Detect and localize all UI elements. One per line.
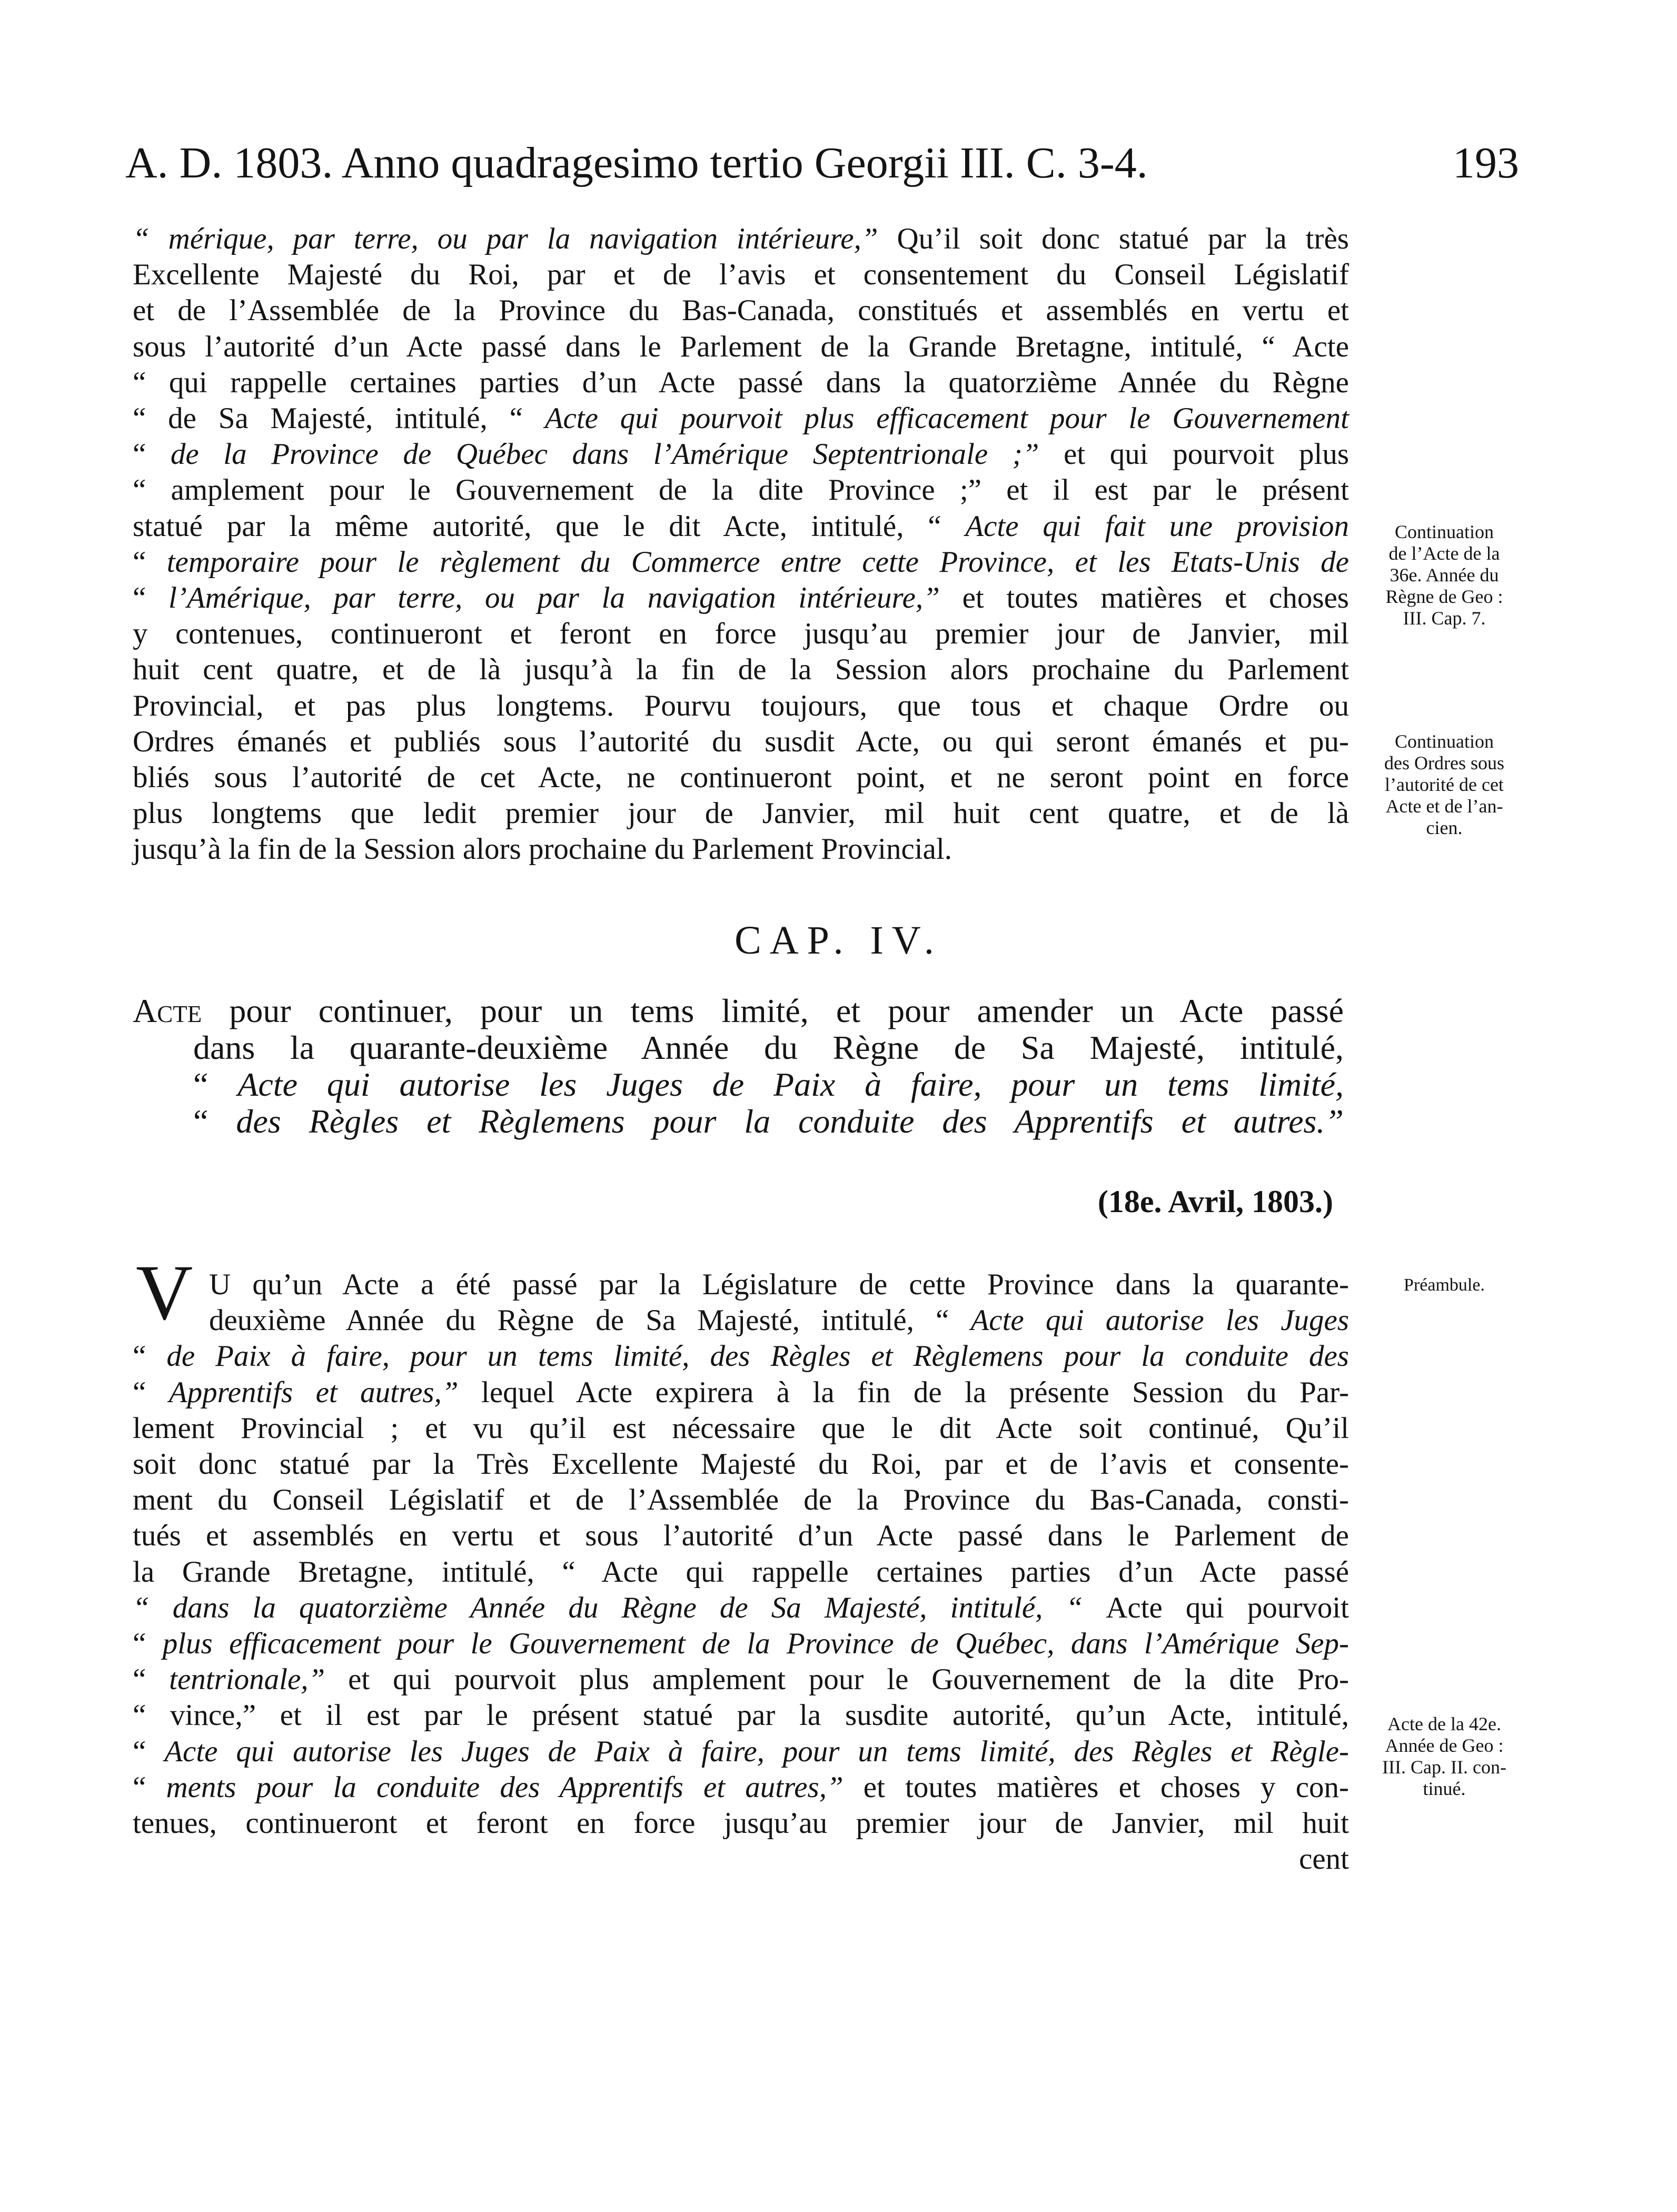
text-line <box>133 257 1349 293</box>
text-line <box>133 580 1349 616</box>
line-text: huit cent quatre, et de là jusqu’à la fin de la Session alors prochaine du Parlement <box>133 653 1349 687</box>
italic-text: Acte qui fait une provision <box>965 509 1349 543</box>
italic-text: l’Amérique, par terre, ou par la navigation intérieure,” <box>168 581 940 615</box>
line-text: Ordres émanés et publiés sous l’autorité du susdit Acte, ou qui seront émanés et pu- <box>133 725 1349 758</box>
line-text: lement Provincial ; et vu qu’il est nécessaire que le dit Acte soit continué, Qu’il <box>133 1411 1349 1445</box>
text-line <box>133 652 1349 688</box>
margin-note <box>1357 521 1531 629</box>
text-line <box>133 472 1349 508</box>
text-line <box>133 365 1349 401</box>
margin-note-line: Continuation <box>1395 731 1494 752</box>
line-text: sous l’autorité d’un Acte passé dans le Parlement de la Grande Bretagne, intitulé, “ Acte <box>133 330 1349 363</box>
margin-note-line: Préambule. <box>1404 1275 1485 1295</box>
line-text: “ amplement pour le Gouvernement de la dite Province ;” et il est par le présent <box>133 473 1349 507</box>
text-line <box>133 509 1349 544</box>
text-line <box>133 1698 1349 1733</box>
text-line <box>133 437 1349 472</box>
margin-note-line: 36e. Année du <box>1390 564 1499 586</box>
title-line <box>133 1029 1344 1066</box>
italic-text: de la Province de Québec dans l’Amérique Septentrionale ;” <box>170 438 1039 471</box>
margin-note-line: Année de Geo : <box>1385 1735 1504 1756</box>
margin-note-line: Règne de Geo : <box>1385 586 1503 607</box>
italic-text: “ dans la quatorzième Année du Règne de Sa Majesté, intitulé, “ <box>133 1591 1106 1624</box>
title-line <box>133 1103 1344 1140</box>
text-line <box>133 1590 1349 1626</box>
line-text: Excellente Majesté du Roi, par et de l’avis et consentement du Conseil Législatif <box>133 258 1349 292</box>
text-line <box>133 1267 1349 1303</box>
italic-text: Acte qui autorise les Juges <box>970 1304 1349 1337</box>
act-date: (18e. Avril, 1803.) <box>1097 1184 1333 1219</box>
text-line <box>133 1806 1349 1841</box>
text-line <box>133 724 1349 760</box>
margin-note <box>1357 1274 1531 1296</box>
line-text: “ <box>133 545 167 579</box>
text-line <box>133 760 1349 796</box>
running-header: A. D. 1803. Anno quadragesimo tertio Georgii III. C. 3-4. <box>125 138 1148 187</box>
line-text: et toutes matières et choses y con- <box>843 1770 1349 1804</box>
italic-text: tentrionale,” <box>169 1663 325 1697</box>
margin-note-line: cien. <box>1426 817 1463 838</box>
line-text: “ de Sa Majesté, intitulé, “ <box>133 402 545 435</box>
line-text: deuxième Année du Règne de Sa Majesté, intitulé, “ <box>209 1304 971 1337</box>
line-text: “ <box>133 1340 167 1373</box>
line-text: “ <box>193 1066 238 1103</box>
line-text: “ qui rappelle certaines parties d’un Acte passé dans la quatorzième Année du Règne <box>133 365 1349 399</box>
text-line <box>133 1303 1349 1338</box>
line-text: et toutes matières et choses <box>939 581 1349 615</box>
act-title <box>133 993 1344 1140</box>
text-line <box>133 401 1349 437</box>
title-line <box>133 993 1344 1029</box>
text-line <box>133 1411 1349 1446</box>
line-text: “ <box>133 1663 170 1697</box>
margin-note-line: III. Cap. 7. <box>1403 608 1486 629</box>
line-text: Acte qui pourvoit <box>1106 1591 1349 1624</box>
margin-note-line: des Ordres sous <box>1384 752 1504 773</box>
line-text: “ <box>193 1103 236 1140</box>
paragraph-preamble <box>133 1267 1349 1841</box>
line-text: tués et assemblés en vertu et sous l’autorité d’un Acte passé dans le Parlement de <box>133 1519 1349 1553</box>
italic-text: temporaire pour le règlement du Commerce entre cette Province, et les Etats-Unis de <box>166 545 1349 579</box>
line-text: et qui pourvoit plus amplement pour le Gouvernement de la dite Pro- <box>325 1663 1349 1697</box>
text-line <box>133 1770 1349 1806</box>
margin-note-line: l’autorité de cet <box>1385 774 1504 795</box>
text-line <box>133 1662 1349 1698</box>
margin-note-line: tinué. <box>1423 1778 1466 1799</box>
margin-note-line: III. Cap. II. con- <box>1382 1757 1506 1778</box>
italic-text: Acte qui pourvoit plus efficacement pour le Gouvernement <box>544 402 1349 435</box>
line-text: lequel Acte expirera à la fin de la présente Session du Par- <box>458 1375 1349 1409</box>
italic-text: des Règles et Règlemens pour la conduite des Apprentifs et autres.” <box>236 1103 1344 1140</box>
italic-text: Acte qui autorise les Juges de Paix à faire, pour un tems limité, des Règles et Règle- <box>164 1734 1349 1768</box>
margin-note-line: Acte de la 42e. <box>1387 1713 1501 1734</box>
italic-text: Apprentifs et autres,” <box>168 1375 459 1409</box>
margin-note-line: Acte et de l’an- <box>1385 796 1503 817</box>
text-line <box>133 1626 1349 1662</box>
line-text: Qu’il soit donc statué par la très <box>897 222 1349 255</box>
italic-text: “ mérique, par terre, ou par la navigation intérieure,” <box>133 222 897 255</box>
line-text: “ <box>133 1627 163 1661</box>
line-text: soit donc statué par la Très Excellente Majesté du Roi, par et de l’avis et consente- <box>133 1447 1349 1481</box>
line-text: “ <box>133 581 169 615</box>
italic-text: ments pour la conduite des Apprentifs et autres,” <box>166 1770 844 1804</box>
paragraph-continuation <box>133 221 1349 868</box>
text-line <box>133 616 1349 652</box>
text-line <box>133 544 1349 580</box>
line-text: “ <box>133 438 171 471</box>
text-line <box>133 1482 1349 1518</box>
text-line <box>133 1338 1349 1374</box>
line-text: Acte <box>133 992 202 1029</box>
margin-note-line: de l’Acte de la <box>1388 543 1500 564</box>
chapter-heading: CAP. IV. <box>735 918 942 963</box>
line-text: ment du Conseil Législatif et de l’Assemblée de la Province du Bas-Canada, consti- <box>133 1483 1349 1517</box>
line-text: bliés sous l’autorité de cet Acte, ne continueront point, et ne seront point en force <box>133 761 1349 795</box>
line-text: y contenues, continueront et feront en force jusqu’au premier jour de Janvier, mil <box>133 617 1349 651</box>
text-line <box>133 1446 1349 1482</box>
title-line <box>133 1066 1344 1103</box>
text-line <box>133 688 1349 724</box>
text-line <box>133 796 1349 831</box>
catchword: cent <box>1299 1842 1349 1876</box>
margin-note <box>1357 731 1531 839</box>
text-line <box>133 1518 1349 1554</box>
line-text: jusqu’à la fin de la Session alors prochaine du Parlement Provincial. <box>133 832 952 866</box>
text-line <box>133 329 1349 365</box>
italic-text: de Paix à faire, pour un tems limité, des Règles et Règlemens pour la conduite des <box>166 1340 1349 1373</box>
line-text: et qui pourvoit plus <box>1039 438 1349 471</box>
line-text: “ vince,” et il est par le présent statué par la susdite autorité, qu’un Acte, intitulé, <box>133 1699 1349 1732</box>
line-text: et de l’Assemblée de la Province du Bas-Canada, constitués et assemblés en vertu et <box>133 294 1349 328</box>
margin-note-line: Continuation <box>1395 521 1494 542</box>
text-line <box>133 1734 1349 1770</box>
line-text: “ <box>133 1375 169 1409</box>
text-line <box>133 221 1349 257</box>
line-text: U qu’un Acte a été passé par la Législature de cette Province dans la quarante- <box>209 1268 1349 1301</box>
drop-capital: V <box>136 1249 193 1336</box>
text-line <box>133 293 1349 329</box>
italic-text: Acte qui autorise les Juges de Paix à faire, pour un tems limité, <box>237 1066 1344 1103</box>
italic-text: plus efficacement pour le Gouvernement de la Province de Québec, dans l’Amérique Sep- <box>162 1627 1349 1661</box>
line-text: statué par la même autorité, que le dit Acte, intitulé, “ <box>133 509 966 543</box>
line-text: “ <box>133 1734 165 1768</box>
line-text: la Grande Bretagne, intitulé, “ Acte qui rappelle certaines parties d’un Acte passé <box>133 1555 1349 1589</box>
line-text: “ <box>133 1770 166 1804</box>
text-line <box>133 831 1349 867</box>
line-text: Provincial, et pas plus longtems. Pourvu toujours, que tous et chaque Ordre ou <box>133 689 1349 722</box>
line-text: plus longtems que ledit premier jour de Janvier, mil huit cent quatre, et de là <box>133 797 1349 830</box>
text-line <box>133 1554 1349 1590</box>
margin-note <box>1357 1713 1531 1800</box>
text-line <box>133 1375 1349 1411</box>
line-text: dans la quarante-deuxième Année du Règne de Sa Majesté, intitulé, <box>193 1029 1344 1066</box>
page-number: 193 <box>1453 138 1519 187</box>
line-text: pour continuer, pour un tems limité, et pour amender un Acte passé <box>202 992 1344 1029</box>
line-text: tenues, continueront et feront en force jusqu’au premier jour de Janvier, mil huit <box>133 1807 1349 1840</box>
